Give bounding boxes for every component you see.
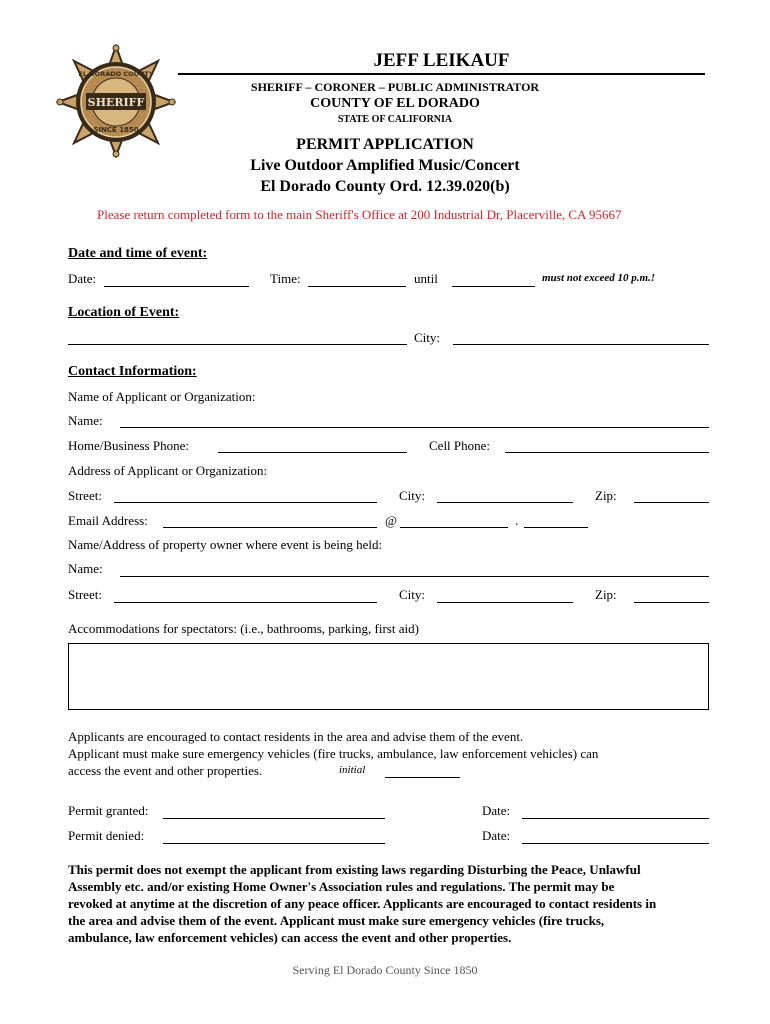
date-field[interactable] (104, 286, 249, 287)
email-domain-field[interactable] (400, 527, 508, 528)
zip-field[interactable] (634, 502, 709, 503)
disclaimer-line-1: This permit does not exempt the applicant from existing laws regarding Disturbing the Peace, Unlawful (68, 862, 641, 877)
disclaimer-line-3: revoked at anytime at the discretion of any peace officer. Applicants are encouraged to contact residents in (68, 896, 657, 911)
location-heading: Location of Event: (68, 305, 180, 320)
date-label: Date: (68, 271, 97, 286)
permit-denied-label: Permit denied: (68, 828, 145, 843)
applicant-name-field[interactable] (120, 427, 709, 428)
street-label: Street: (68, 488, 102, 503)
cell-phone-field[interactable] (505, 452, 709, 453)
time-start-field[interactable] (308, 286, 406, 287)
owner-heading: Name/Address of property owner where event is being held: (68, 537, 383, 552)
notice-line-3: access the event and other properties. (68, 763, 263, 778)
time-end-field[interactable] (452, 286, 535, 287)
notice-line-2: Applicant must make sure emergency vehicles (fire trucks, ambulance, law enforcement vehicles) can (68, 746, 599, 761)
return-notice: Please return completed form to the main Sheriff's Office at 200 Industrial Dr, Placerville, CA 95667 (97, 207, 622, 222)
owner-street-field[interactable] (114, 602, 377, 603)
location-city-field[interactable] (453, 344, 709, 345)
denied-date-label: Date: (482, 828, 511, 843)
street-field[interactable] (114, 502, 377, 503)
owner-name-label: Name: (68, 561, 103, 576)
time-limit-note: must not exceed 10 p.m.! (542, 272, 656, 284)
home-phone-field[interactable] (218, 452, 407, 453)
permit-denied-field[interactable] (163, 843, 385, 844)
county-name: COUNTY OF EL DORADO (310, 96, 480, 111)
until-label: until (414, 271, 438, 286)
accommodations-textarea[interactable] (68, 643, 709, 710)
owner-name-field[interactable] (120, 576, 709, 577)
accommodations-label: Accommodations for spectators: (i.e., bathrooms, parking, first aid) (68, 621, 419, 636)
zip-label: Zip: (595, 488, 617, 503)
sheriff-name: JEFF LEIKAUF (373, 50, 510, 71)
footer-tagline: Serving El Dorado County Since 1850 (292, 963, 478, 977)
contact-heading: Contact Information: (68, 364, 197, 379)
home-phone-label: Home/Business Phone: (68, 438, 189, 453)
disclaimer-line-2: Assembly etc. and/or existing Home Owner's Association rules and regulations. The permit may be (68, 879, 615, 894)
email-user-field[interactable] (163, 527, 377, 528)
form-subtitle: Live Outdoor Amplified Music/Concert (250, 157, 520, 174)
form-title: PERMIT APPLICATION (296, 136, 474, 153)
name-label: Name: (68, 413, 103, 428)
applicant-name-heading: Name of Applicant or Organization: (68, 389, 256, 404)
email-at-sign: @ (385, 513, 397, 528)
owner-city-label: City: (399, 587, 426, 602)
location-address-field[interactable] (68, 344, 407, 345)
email-label: Email Address: (68, 513, 148, 528)
location-city-label: City: (414, 330, 441, 345)
granted-date-field[interactable] (522, 818, 709, 819)
permit-granted-field[interactable] (163, 818, 385, 819)
address-heading: Address of Applicant or Organization: (68, 463, 268, 478)
date-time-heading: Date and time of event: (68, 246, 208, 261)
cell-phone-label: Cell Phone: (429, 438, 491, 453)
denied-date-field[interactable] (522, 843, 709, 844)
owner-street-label: Street: (68, 587, 102, 602)
owner-zip-field[interactable] (634, 602, 709, 603)
email-dot: . (515, 513, 519, 528)
city-field[interactable] (437, 502, 573, 503)
badge-center-text: SHERIFF (87, 96, 145, 109)
ordinance: El Dorado County Ord. 12.39.020(b) (260, 178, 510, 195)
initial-field[interactable] (385, 777, 460, 778)
owner-zip-label: Zip: (595, 587, 617, 602)
badge-bottom-text: SINCE 1850 (93, 126, 139, 134)
header-rule (178, 73, 705, 75)
sheriff-titles: SHERIFF – CORONER – PUBLIC ADMINISTRATOR (250, 80, 540, 94)
email-tld-field[interactable] (524, 527, 588, 528)
notice-line-1: Applicants are encouraged to contact residents in the area and advise them of the event. (68, 729, 524, 744)
permit-granted-label: Permit granted: (68, 803, 149, 818)
initial-label: initial (339, 764, 366, 776)
city-label: City: (399, 488, 426, 503)
state-name: STATE OF CALIFORNIA (337, 114, 453, 125)
owner-city-field[interactable] (437, 602, 573, 603)
badge-top-text: EL DORADO COUNTY (78, 70, 154, 78)
granted-date-label: Date: (482, 803, 511, 818)
time-label: Time: (270, 271, 301, 286)
disclaimer-line-4: the area and advise them of the event. Applicant must make sure emergency vehicles (fire trucks, (68, 913, 605, 928)
disclaimer-line-5: ambulance, law enforcement vehicles) can access the event and other properties. (68, 930, 512, 945)
